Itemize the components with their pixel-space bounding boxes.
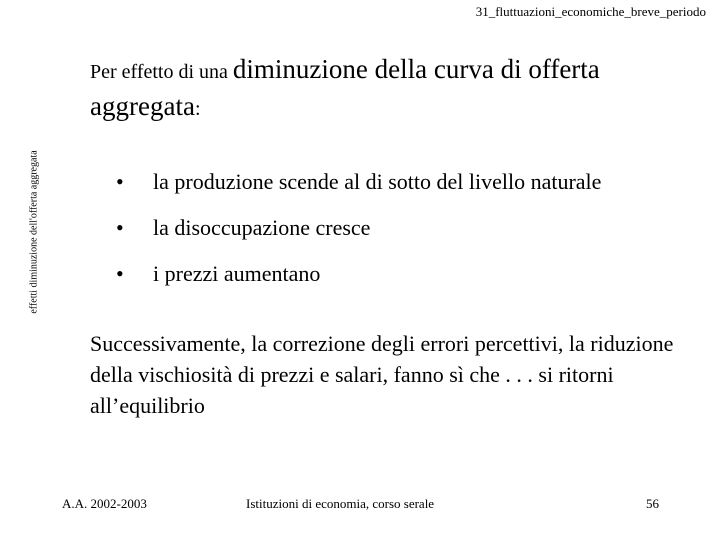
bullet-text: i prezzi aumentano bbox=[153, 261, 321, 286]
footer-course-name: Istituzioni di economia, corso serale bbox=[246, 496, 435, 511]
bullet-icon: • bbox=[116, 169, 124, 194]
side-section-label: effetti diminuzione dell'offerta aggregata bbox=[28, 150, 40, 314]
footer-page-number: 56 bbox=[646, 496, 659, 511]
intro-paragraph bbox=[90, 53, 690, 127]
bullet-text: la disoccupazione cresce bbox=[153, 215, 371, 240]
bullet-icon: • bbox=[116, 215, 124, 240]
intro-text-lead: Per effetto di una bbox=[90, 61, 233, 83]
intro-text-emphasis: diminuzione della curva di offerta aggregata bbox=[90, 54, 600, 121]
file-title: 31_fluttuazioni_economiche_breve_periodo bbox=[475, 4, 706, 19]
footer-academic-year: A.A. 2002-2003 bbox=[62, 496, 147, 511]
bullet-icon: • bbox=[116, 261, 124, 286]
bullet-text: la produzione scende al di sotto del livello naturale bbox=[153, 169, 602, 194]
intro-text-colon: : bbox=[194, 98, 201, 120]
conclusion-paragraph: Successivamente, la correzione degli errori percettivi, la riduzione della vischiosità di prezzi e salari, fanno sì che . . . si ritorni all’equilibrio bbox=[90, 331, 674, 418]
